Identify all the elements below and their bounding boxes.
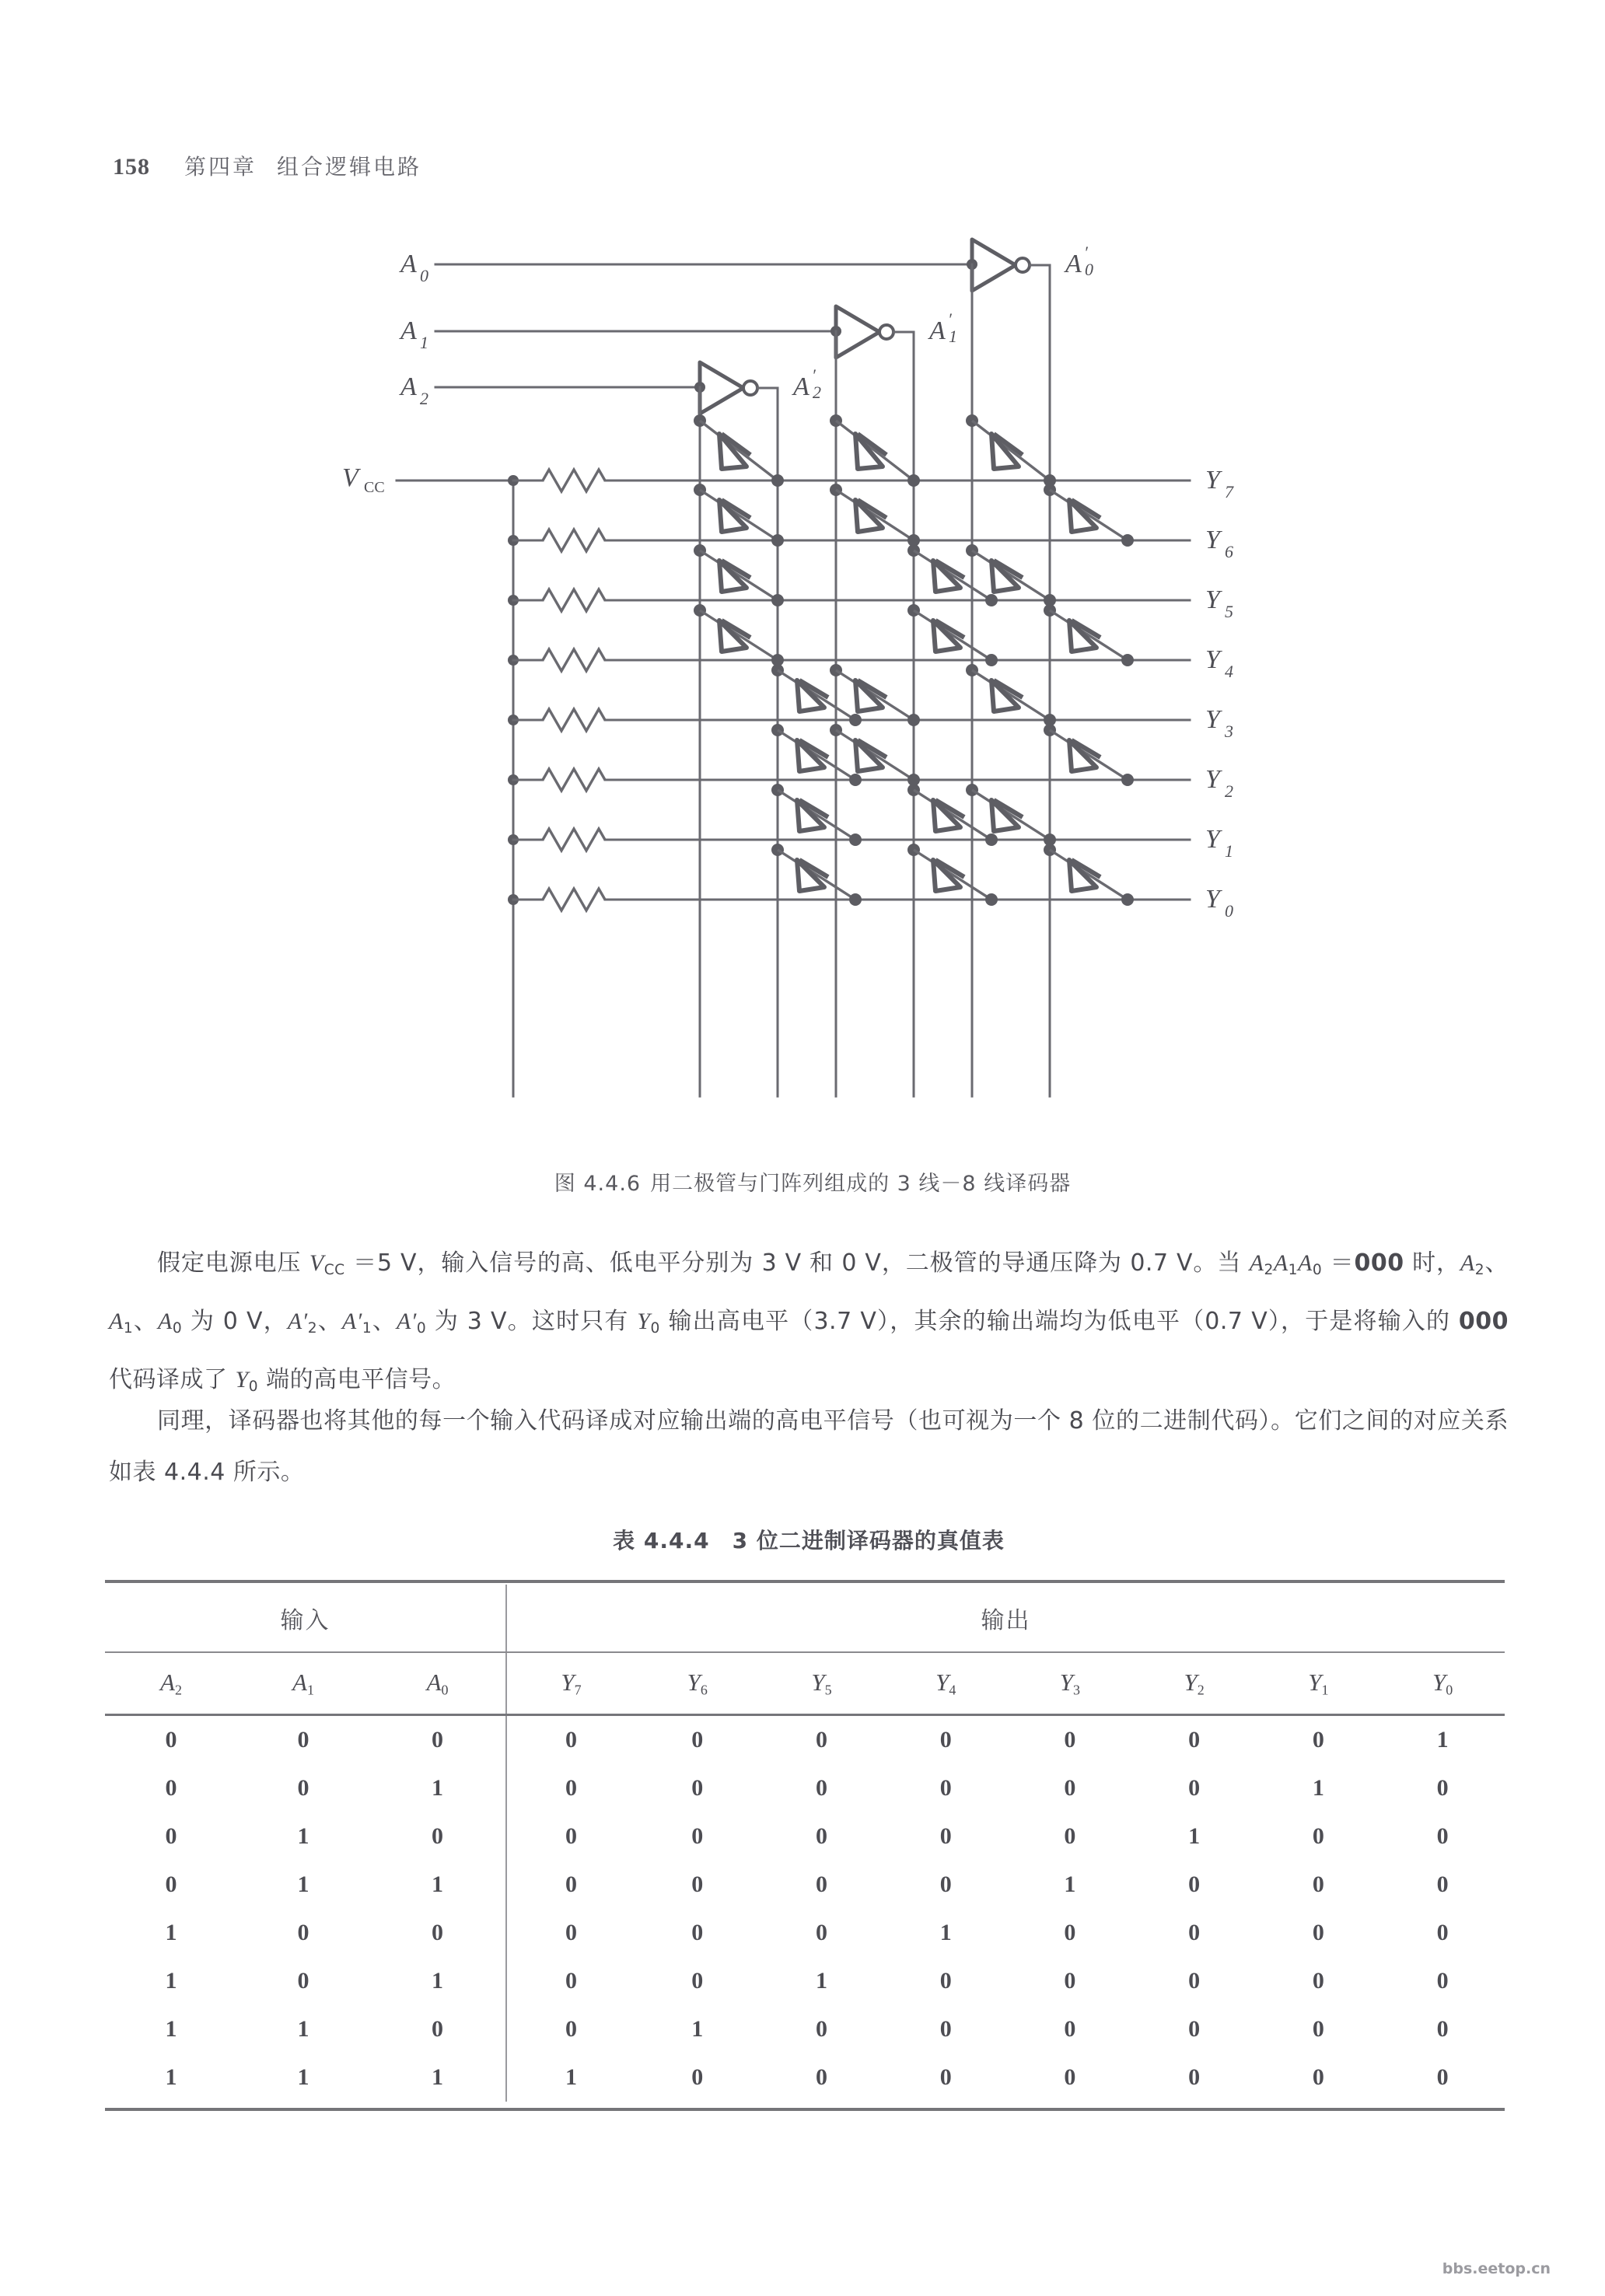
table-cell-output: 0: [506, 1957, 635, 2005]
output-label-a0-bar: A: [1065, 250, 1082, 278]
diode: [966, 784, 1056, 846]
table-cell-output: 0: [939, 2016, 952, 2042]
figure-caption: [327, 1166, 1299, 1197]
table-cell-output: 0: [815, 1823, 827, 1849]
table-cell-input: 0: [432, 1727, 444, 1753]
inverter-a0: [967, 239, 1050, 291]
table-column-label: $A_0$: [369, 1652, 506, 1715]
table-cell-input: 1: [297, 1871, 309, 1897]
svg-text:Y: Y: [1205, 705, 1220, 734]
diode: [830, 724, 920, 786]
table-cell-output: 1: [691, 2016, 704, 2042]
table-row: [105, 2053, 1505, 2102]
svg-text:0: 0: [1225, 901, 1233, 921]
table-cell-output: 0: [1064, 1775, 1076, 1801]
table-cell-output: 0: [691, 1968, 704, 1994]
supply-label-vcc: V: [342, 463, 358, 492]
diode: [907, 604, 998, 666]
table-cell-input: 0: [165, 1823, 177, 1849]
svg-text:Y: Y: [1205, 585, 1220, 614]
table-column-label: $Y_4$: [883, 1652, 1008, 1715]
table-cell-output: 0: [1188, 1920, 1201, 1945]
table-column-label: $Y_0$: [1380, 1652, 1505, 1715]
diode: [830, 484, 920, 547]
table-cell-input: 0: [165, 1727, 177, 1753]
table-column-label: $Y_5$: [760, 1652, 884, 1715]
table-cell-input: 1: [432, 2064, 444, 2090]
table-row: [105, 1715, 1505, 1765]
table-cell-output: 0: [1312, 1968, 1324, 1994]
table-row: [105, 1764, 1505, 1812]
table-column-label: $Y_1$: [1256, 1652, 1380, 1715]
table-row: [105, 2005, 1505, 2053]
table-cell-output: 0: [506, 1861, 635, 1909]
table-cell-output: 0: [1064, 1920, 1076, 1945]
table-cell-output: 0: [691, 1823, 704, 1849]
table-cell-input: 1: [297, 2016, 309, 2042]
table-column-label: $Y_3$: [1008, 1652, 1132, 1715]
table-cell-output: 0: [691, 1920, 704, 1945]
inverter-a1: [830, 306, 914, 358]
inverter-a2: [694, 362, 778, 414]
running-head: [113, 150, 421, 181]
table-cell-input: 1: [165, 1920, 177, 1945]
diode: [771, 844, 862, 906]
svg-text:Y: Y: [1205, 645, 1220, 674]
figure-caption-text: 用二极管与门阵列组成的 3 线－8 线译码器: [650, 1172, 1072, 1196]
diode: [907, 784, 998, 846]
table-cell-output: 0: [506, 2005, 635, 2053]
table-cell-output: 0: [1188, 1727, 1201, 1753]
svg-text:Y: Y: [1205, 526, 1220, 554]
table-cell-output: 0: [506, 1764, 635, 1812]
table-cell-output: 1: [506, 2053, 635, 2102]
diode: [966, 664, 1056, 726]
input-label-a0: A: [400, 250, 417, 278]
svg-text:3: 3: [1225, 722, 1233, 741]
table-cell-output: 1: [1188, 1823, 1201, 1849]
table-cell-output: 0: [1312, 1823, 1324, 1849]
table-cell-output: 0: [1188, 1871, 1201, 1897]
svg-text:Y: Y: [1205, 466, 1220, 494]
table-cell-output: 0: [1064, 1968, 1076, 1994]
table-cell-output: 0: [1188, 2016, 1201, 2042]
svg-text:′: ′: [948, 309, 952, 329]
watermark: bbs.eetop.cn: [1442, 2260, 1551, 2277]
table-cell-output: 0: [1064, 1823, 1076, 1849]
table-cell-output: 0: [1312, 1920, 1324, 1945]
svg-text:′: ′: [812, 365, 816, 385]
table-column-label: $Y_7$: [506, 1652, 635, 1715]
svg-text:CC: CC: [364, 479, 385, 496]
diode: [1044, 604, 1134, 666]
table-cell-input: 0: [165, 1775, 177, 1801]
diode: [966, 414, 1056, 487]
svg-text:0: 0: [1085, 260, 1093, 279]
table-cell-output: 0: [1436, 1968, 1449, 1994]
table-cell-output: 0: [506, 1909, 635, 1957]
input-label-a1: A: [400, 316, 417, 345]
diode: [771, 784, 862, 846]
svg-text:7: 7: [1225, 482, 1233, 501]
svg-text:4: 4: [1225, 662, 1233, 681]
output-label-a1-bar: A: [929, 316, 946, 345]
table-cell-output: 0: [815, 1727, 827, 1753]
table-cell-output: 0: [939, 1775, 952, 1801]
input-label-a2: A: [400, 372, 417, 401]
table-row: [105, 1957, 1505, 2005]
table-cell-output: 0: [815, 1775, 827, 1801]
pullup-resistors: [508, 470, 1190, 910]
chapter-title: 第四章 组合逻辑电路: [184, 154, 422, 180]
paragraph-2: 同理，译码器也将其他的每一个输入代码译成对应输出端的高电平信号（也可视为一个 8 位的二进制代码）。它们之间的对应关系如表 4.4.4 所示。: [109, 1407, 1509, 1486]
svg-text:5: 5: [1225, 602, 1233, 621]
table-cell-output: 0: [939, 2064, 952, 2090]
table-cell-output: 0: [1436, 1920, 1449, 1945]
table-cell-output: 0: [506, 1715, 635, 1765]
svg-text:Y: Y: [1205, 825, 1220, 854]
table-caption: 表 4.4.4 3 位二进制译码器的真值表: [613, 1528, 1005, 1553]
table-cell-output: 0: [691, 2064, 704, 2090]
svg-text:Y: Y: [1205, 885, 1220, 914]
svg-text:2: 2: [813, 383, 821, 402]
figure-caption-number: 图 4.4.6: [554, 1172, 642, 1196]
table-cell-input: 1: [297, 1823, 309, 1849]
table-cell-input: 1: [165, 1968, 177, 1994]
table-cell-output: 0: [939, 1968, 952, 1994]
table-cell-input: 1: [432, 1871, 444, 1897]
output-label-a2-bar: A: [793, 372, 809, 401]
table-cell-output: 0: [939, 1727, 952, 1753]
table-cell-output: 0: [691, 1727, 704, 1753]
table-cell-output: 1: [1436, 1727, 1449, 1753]
table-column-label: $Y_6$: [635, 1652, 760, 1715]
table-cell-input: 1: [432, 1968, 444, 1994]
output-labels: [1205, 466, 1234, 921]
table-cell-output: 0: [815, 2064, 827, 2090]
table-cell-output: 0: [939, 1871, 952, 1897]
table-cell-output: 0: [1312, 1871, 1324, 1897]
svg-text:2: 2: [1225, 781, 1233, 801]
table-cell-input: 0: [165, 1871, 177, 1897]
table-cell-output: 1: [939, 1920, 952, 1945]
table-cell-output: 0: [1436, 1871, 1449, 1897]
table-cell-output: 0: [1312, 2064, 1324, 2090]
page-number: 158: [113, 154, 150, 180]
table-cell-output: 0: [1064, 2064, 1076, 2090]
svg-text:1: 1: [1225, 841, 1233, 861]
table-cell-output: 1: [1312, 1775, 1324, 1801]
svg-text:′: ′: [1084, 243, 1088, 262]
table-cell-input: 0: [297, 1968, 309, 1994]
group-header-input: 输入: [105, 1585, 506, 1652]
table-cell-input: 0: [432, 1920, 444, 1945]
svg-text:6: 6: [1225, 542, 1233, 561]
table-cell-output: 0: [691, 1871, 704, 1897]
diode: [830, 664, 920, 726]
table-cell-output: 0: [1188, 1968, 1201, 1994]
diode: [771, 664, 862, 726]
table-cell-output: 0: [1436, 2064, 1449, 2090]
table-cell-output: 0: [815, 1871, 827, 1897]
table-column-label: $Y_2$: [1132, 1652, 1257, 1715]
table-row: [105, 1909, 1505, 1957]
table-cell-output: 0: [815, 2016, 827, 2042]
paragraph-1: 假定电源电压 $V_{CC} =5$ V，输入信号的高、低电平分别为 3 V 和 0 V，二极管的导通压降为 0.7 V。当 $A_2A_1A_0 =000$ 时，$A_2$、$A_1$、$A_0$ 为 0 V，$A'_2$、$A'_1$、$A'_0$ 为 3 V。这时只有 $Y_0$ 输出高电平（3.7 V），其余的输出端均为低电平（0.7 V），于是将输入的 000 代码译成了 $Y_0$ 端的高电平信号。: [109, 1249, 1509, 1396]
svg-text:Y: Y: [1205, 765, 1220, 794]
diode: [1044, 484, 1134, 547]
group-header-output: 输出: [506, 1585, 1505, 1652]
diode: [771, 724, 862, 786]
svg-text:2: 2: [420, 389, 428, 408]
table-cell-output: 0: [1436, 2016, 1449, 2042]
table-group-header-row: [105, 1585, 1505, 1652]
table-row: [105, 1861, 1505, 1909]
table-row: [105, 1812, 1505, 1861]
table-cell-output: 0: [1436, 1823, 1449, 1849]
table-cell-output: 1: [1064, 1871, 1076, 1897]
truth-table: [105, 1580, 1505, 2111]
svg-text:1: 1: [949, 327, 957, 346]
table-cell-output: 0: [691, 1775, 704, 1801]
table-cell-input: 0: [297, 1920, 309, 1945]
table-cell-output: 0: [939, 1823, 952, 1849]
table-column-label-row: [105, 1652, 1505, 1715]
table-cell-output: 0: [1436, 1775, 1449, 1801]
table-bottom-rule: [105, 2102, 1505, 2109]
table-cell-output: 0: [815, 1920, 827, 1945]
diode: [1044, 724, 1134, 786]
table-cell-input: 0: [297, 1727, 309, 1753]
diode: [907, 544, 998, 606]
svg-text:0: 0: [420, 266, 428, 285]
table-cell-input: 1: [297, 2064, 309, 2090]
table-cell-input: 0: [432, 2016, 444, 2042]
diode: [694, 604, 784, 666]
diode: [830, 414, 920, 487]
table-cell-output: 0: [1312, 1727, 1324, 1753]
diode: [966, 544, 1056, 606]
table-cell-output: 0: [1312, 2016, 1324, 2042]
table-cell-input: 0: [297, 1775, 309, 1801]
table-cell-output: 0: [1064, 2016, 1076, 2042]
table-cell-input: 1: [165, 2016, 177, 2042]
svg-text:1: 1: [420, 333, 428, 352]
table-column-label: $A_1$: [237, 1652, 369, 1715]
diode: [694, 484, 784, 547]
table-cell-output: 1: [815, 1968, 827, 1994]
table-column-label: $A_2$: [105, 1652, 237, 1715]
table-cell-output: 0: [1188, 2064, 1201, 2090]
diode: [694, 414, 784, 487]
table-cell-output: 0: [506, 1812, 635, 1861]
diode: [694, 544, 784, 606]
table-cell-input: 1: [165, 2064, 177, 2090]
table-cell-input: 0: [432, 1823, 444, 1849]
table-cell-output: 0: [1188, 1775, 1201, 1801]
diode: [1044, 844, 1134, 906]
table-cell-input: 1: [432, 1775, 444, 1801]
figure-4-4-6: [327, 233, 1299, 1196]
table-cell-output: 0: [1064, 1727, 1076, 1753]
diode: [907, 844, 998, 906]
decoder-circuit-svg: [327, 233, 1299, 1166]
